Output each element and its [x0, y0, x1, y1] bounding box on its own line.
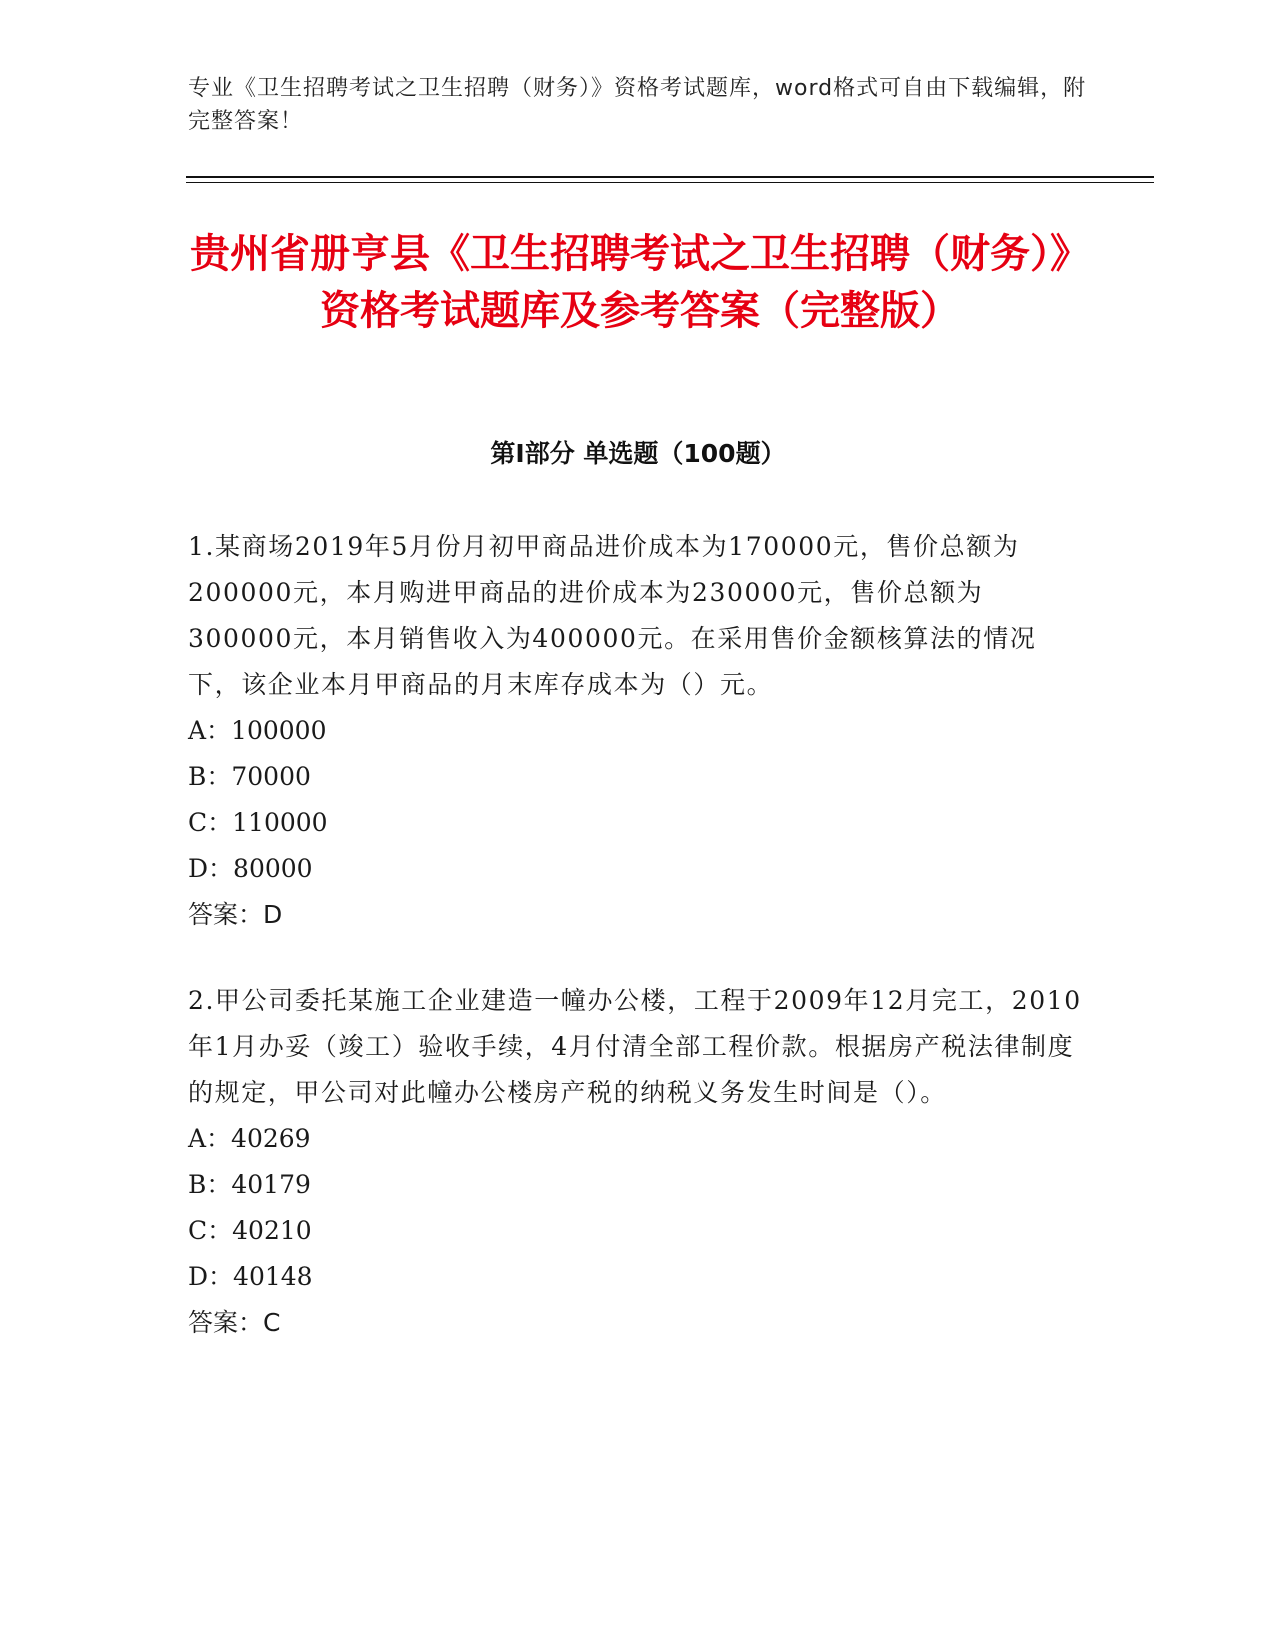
answer: 答案：C — [188, 1308, 281, 1337]
option-b: B：70000 — [188, 762, 311, 791]
option-c: C：110000 — [188, 808, 328, 837]
header-divider-thick — [186, 176, 1154, 178]
option-c: C：40210 — [188, 1216, 312, 1245]
option-d: D：40148 — [188, 1262, 313, 1291]
page-header-note: 专业《卫生招聘考试之卫生招聘（财务）》资格考试题库，word格式可自由下载编辑，附完整答案！ — [188, 76, 1087, 134]
document-title: 贵州省册亨县《卫生招聘考试之卫生招聘（财务）》资格考试题库及参考答案（完整版） — [190, 231, 1090, 334]
header-divider-thin — [186, 182, 1154, 183]
option-a: A：100000 — [188, 716, 327, 745]
question-stem: 1.某商场2019年5月份月初甲商品进价成本为170000元，售价总额为200000元，本月购进甲商品的进价成本为230000元，售价总额为300000元，本月销售收入为400000元。在采用售价金额核算法的情况下，该企业本月甲商品的月末库存成本为（）元。 — [188, 532, 1037, 699]
question-1 — [188, 524, 1088, 938]
option-b: B：40179 — [188, 1170, 311, 1199]
question-stem: 2.甲公司委托某施工企业建造一幢办公楼，工程于2009年12月完工，2010年1月办妥（竣工）验收手续，4月付清全部工程价款。根据房产税法律制度的规定，甲公司对此幢办公楼房产税的纳税义务发生时间是（）。 — [188, 986, 1082, 1107]
section-heading: 第Ⅰ部分 单选题（100题） — [490, 439, 786, 468]
option-d: D：80000 — [188, 854, 313, 883]
option-a: A：40269 — [188, 1124, 311, 1153]
answer: 答案：D — [188, 900, 283, 929]
question-2 — [188, 978, 1088, 1346]
